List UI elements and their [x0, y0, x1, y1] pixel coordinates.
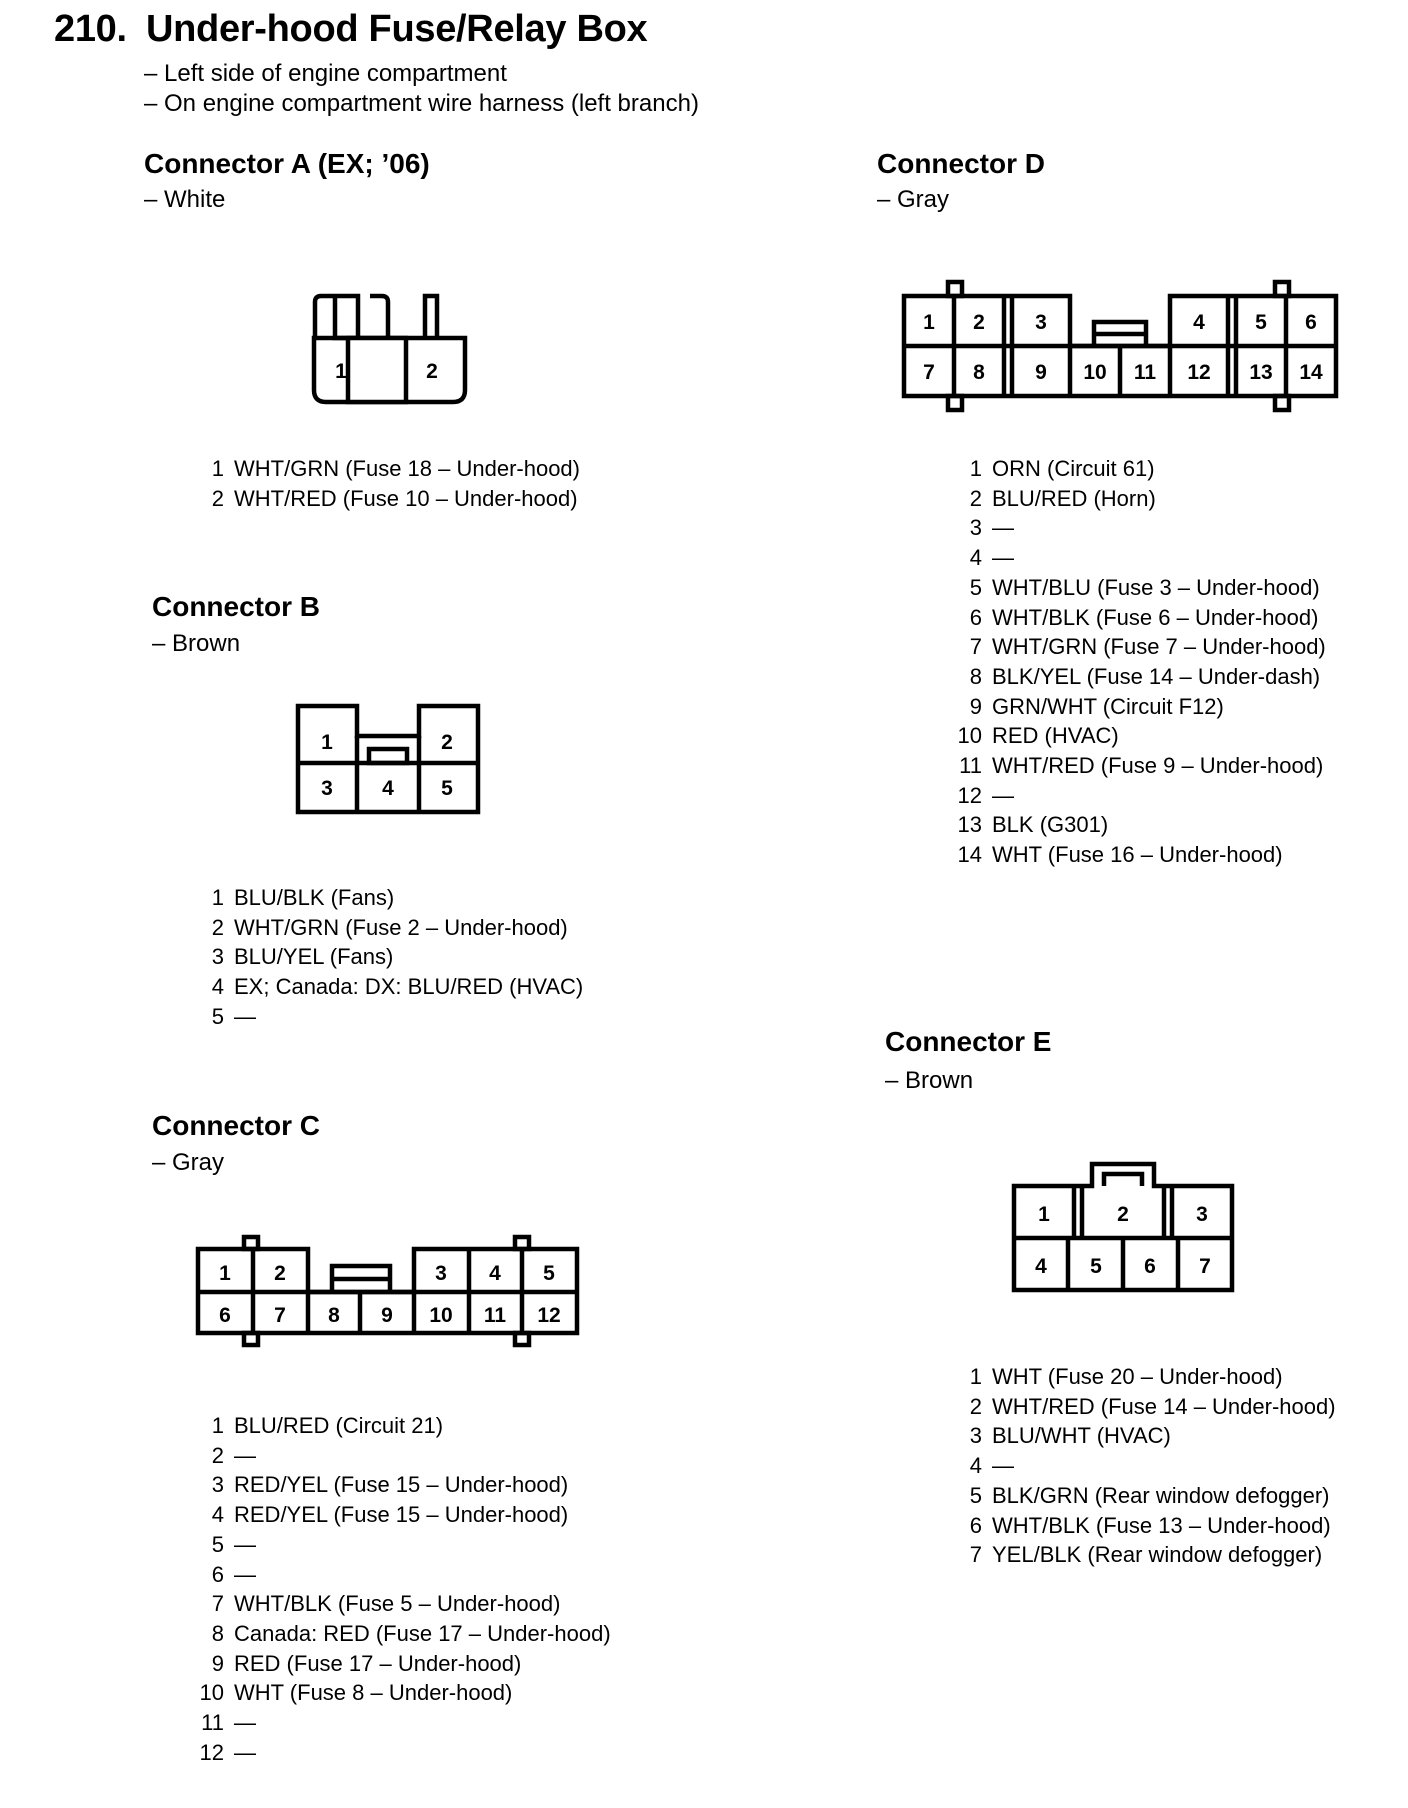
pin-description: WHT/GRN (Fuse 7 – Under-hood) — [992, 634, 1326, 660]
connector-a-pin-label: 2 — [426, 360, 438, 383]
connector-d-pin-label: 2 — [973, 311, 985, 334]
pin-number: 5 — [969, 574, 982, 600]
connector-d-color: – Gray — [877, 186, 950, 213]
pin-number: 4 — [969, 1453, 982, 1479]
connector-b-title: Connector B — [152, 591, 320, 622]
connector-d-pin-label: 1 — [923, 311, 935, 334]
pin-number: 2 — [969, 1393, 982, 1419]
pin-description: WHT/BLU (Fuse 3 – Under-hood) — [992, 574, 1320, 600]
connector-b-diagram — [290, 698, 486, 820]
connector-c-pin-label: 12 — [537, 1304, 561, 1327]
connector-e-pin-label: 5 — [1090, 1255, 1102, 1278]
connector-b-pin-label: 4 — [382, 777, 394, 800]
pin-row — [948, 513, 1326, 543]
pin-number: 1 — [969, 456, 982, 481]
connector-c-pin-label: 6 — [219, 1304, 231, 1327]
connector-b-pin-label: 3 — [321, 777, 333, 800]
pin-row — [190, 1708, 611, 1738]
connector-c-title: Connector C — [152, 1110, 320, 1141]
connector-c-pin-label: 10 — [429, 1304, 453, 1327]
pin-number: 3 — [211, 944, 224, 970]
pin-row — [948, 662, 1326, 692]
connector-c-pin-label: 8 — [328, 1304, 340, 1327]
pin-row — [190, 1441, 611, 1471]
pin-row — [948, 543, 1326, 573]
pin-number: 12 — [957, 782, 982, 808]
pin-row — [948, 573, 1326, 603]
connector-c-pin-label: 5 — [543, 1262, 555, 1285]
pin-number: 8 — [211, 1620, 224, 1646]
pin-row — [190, 1530, 611, 1560]
connector-e-pin-label: 6 — [1144, 1255, 1156, 1278]
pin-number: 5 — [969, 1482, 982, 1508]
pin-row — [190, 972, 583, 1002]
pin-number: 2 — [969, 485, 982, 511]
pin-row — [190, 1002, 583, 1032]
location-line-1: – Left side of engine compartment — [144, 60, 507, 87]
pin-row — [948, 781, 1326, 811]
pin-number: 3 — [211, 1472, 224, 1498]
pin-description: BLU/BLK (Fans) — [234, 885, 395, 910]
pin-row — [948, 840, 1326, 870]
pin-number: 10 — [199, 1680, 224, 1706]
pin-number: 1 — [211, 1413, 224, 1438]
pin-row — [190, 484, 580, 514]
connector-a-center-key — [348, 338, 406, 402]
pin-description: — — [234, 1710, 256, 1736]
pin-description: YEL/BLK (Rear window defogger) — [992, 1542, 1323, 1568]
connector-d-pin-label: 5 — [1255, 311, 1267, 334]
pin-number: 6 — [969, 1512, 982, 1538]
pin-row — [948, 603, 1326, 633]
connector-c-pin-label: 4 — [489, 1262, 501, 1285]
connector-c-pin-label: 9 — [381, 1304, 393, 1327]
pin-number: 2 — [211, 1442, 224, 1468]
section-number: 210. — [54, 8, 127, 50]
pin-row — [190, 1470, 611, 1500]
pin-number: 10 — [957, 723, 982, 749]
pin-description: WHT/GRN (Fuse 2 – Under-hood) — [234, 914, 568, 940]
pin-number: 3 — [969, 515, 982, 541]
connector-e-pin-label: 7 — [1199, 1255, 1211, 1278]
pin-number: 4 — [969, 545, 982, 571]
pin-description: WHT/RED (Fuse 9 – Under-hood) — [992, 753, 1324, 779]
pin-number: 6 — [211, 1561, 224, 1587]
connector-a-color: – White — [144, 186, 226, 213]
pin-number: 9 — [211, 1650, 224, 1676]
connector-c-pin-label: 3 — [435, 1262, 447, 1285]
pin-description: — — [992, 545, 1014, 571]
pin-number: 3 — [969, 1423, 982, 1449]
pin-description: — — [992, 782, 1014, 808]
connector-c-color: – Gray — [152, 1149, 225, 1176]
pin-description: EX; Canada: DX: BLU/RED (HVAC) — [234, 974, 584, 1000]
connector-a-title: Connector A (EX; ’06) — [144, 148, 430, 179]
pin-description: ORN (Circuit 61) — [992, 456, 1155, 481]
pin-row — [948, 1451, 1336, 1481]
pin-description: WHT (Fuse 8 – Under-hood) — [234, 1680, 513, 1706]
connector-b-pin-labels — [321, 731, 453, 800]
pin-row — [948, 751, 1326, 781]
pin-description: BLK (G301) — [992, 812, 1109, 838]
pin-row — [190, 1560, 611, 1590]
pin-number: 7 — [969, 1542, 982, 1568]
pin-row — [190, 1619, 611, 1649]
pin-number: 5 — [211, 1003, 224, 1029]
pin-description: BLU/RED (Circuit 21) — [234, 1413, 444, 1438]
location-line-2: – On engine compartment wire harness (left branch) — [144, 90, 699, 117]
pin-row — [190, 942, 583, 972]
connector-a-lock-tab — [335, 296, 358, 338]
pin-number: 5 — [211, 1531, 224, 1557]
connector-e-diagram — [1004, 1154, 1244, 1304]
pin-number: 13 — [957, 812, 982, 838]
connector-a-diagram — [300, 280, 480, 410]
connector-c-pin-label: 11 — [483, 1304, 507, 1327]
pin-description: BLU/RED (Horn) — [992, 485, 1156, 511]
pin-row — [948, 1540, 1336, 1570]
pin-row — [190, 454, 580, 484]
pin-number: 6 — [969, 604, 982, 630]
pin-row — [190, 1678, 611, 1708]
pin-number: 4 — [211, 974, 224, 1000]
pin-row — [190, 1500, 611, 1530]
pin-row — [948, 484, 1326, 514]
pin-description: BLU/WHT (HVAC) — [992, 1423, 1171, 1449]
pin-row — [190, 1738, 611, 1768]
connector-a-pin-list — [190, 454, 580, 513]
pin-number: 4 — [211, 1502, 224, 1528]
pin-number: 2 — [211, 914, 224, 940]
pin-description: WHT (Fuse 16 – Under-hood) — [992, 842, 1283, 868]
pin-number: 7 — [969, 634, 982, 660]
connector-c-pin-label: 7 — [274, 1304, 286, 1327]
connector-b-pin-label: 1 — [321, 731, 333, 754]
pin-number: 1 — [969, 1364, 982, 1389]
connector-d-title: Connector D — [877, 148, 1045, 179]
connector-d-pin-label: 8 — [973, 361, 985, 384]
connector-b-pin-label: 5 — [441, 777, 453, 800]
pin-description: BLK/GRN (Rear window defogger) — [992, 1482, 1330, 1508]
connector-d-diagram — [892, 272, 1346, 418]
pin-description: WHT/BLK (Fuse 6 – Under-hood) — [992, 604, 1319, 630]
connector-e-pin-label: 3 — [1196, 1203, 1208, 1226]
pin-row — [190, 913, 583, 943]
pin-number: 14 — [957, 842, 982, 868]
connector-d-pin-label: 13 — [1249, 361, 1273, 384]
connector-d-pin-label: 12 — [1187, 361, 1211, 384]
connector-d-pin-label: 9 — [1035, 361, 1047, 384]
pin-description: — — [234, 1739, 256, 1765]
pin-description: BLK/YEL (Fuse 14 – Under-dash) — [992, 663, 1321, 689]
pin-row — [948, 810, 1326, 840]
connector-a-lock-arm — [315, 296, 388, 338]
pin-row — [948, 1392, 1336, 1422]
pin-row — [948, 454, 1326, 484]
pin-description: WHT/BLK (Fuse 13 – Under-hood) — [992, 1512, 1331, 1538]
connector-b-color: – Brown — [152, 630, 241, 657]
connector-e-lock-tab — [1104, 1174, 1142, 1186]
section-title: Under-hood Fuse/Relay Box — [146, 8, 648, 50]
connector-c-pin-label: 2 — [274, 1262, 286, 1285]
pin-row — [948, 1481, 1336, 1511]
connector-c-pin-list — [190, 1411, 611, 1767]
pin-description: — — [234, 1003, 256, 1029]
pin-row — [948, 1511, 1336, 1541]
connector-d-pin-label: 7 — [923, 361, 935, 384]
connector-e-pin-label: 2 — [1117, 1203, 1129, 1226]
pin-description: RED (HVAC) — [992, 723, 1119, 749]
pin-row — [948, 632, 1326, 662]
pin-description: RED (Fuse 17 – Under-hood) — [234, 1650, 522, 1676]
pin-description: — — [992, 1453, 1014, 1479]
pin-number: 7 — [211, 1591, 224, 1617]
connector-e-title: Connector E — [885, 1026, 1052, 1057]
pin-number: 11 — [959, 753, 982, 779]
pin-row — [190, 1411, 611, 1441]
pin-number: 9 — [969, 693, 982, 719]
pin-row — [190, 1649, 611, 1679]
connector-d-pin-label: 10 — [1083, 361, 1107, 384]
connector-a-pin-label: 1 — [335, 360, 347, 383]
pin-description: WHT/RED (Fuse 14 – Under-hood) — [992, 1393, 1336, 1419]
pin-description: WHT (Fuse 20 – Under-hood) — [992, 1364, 1283, 1389]
connector-a-right-post — [425, 296, 437, 338]
connector-b-pin-list — [190, 883, 583, 1032]
page-title — [54, 8, 647, 51]
pin-description: — — [234, 1531, 256, 1557]
pin-description: GRN/WHT (Circuit F12) — [992, 693, 1224, 719]
connector-c-diagram — [190, 1230, 586, 1354]
pin-description: Canada: RED (Fuse 17 – Under-hood) — [234, 1620, 611, 1646]
pin-row — [190, 883, 583, 913]
pin-description: — — [234, 1442, 256, 1468]
pin-description: RED/YEL (Fuse 15 – Under-hood) — [234, 1472, 569, 1498]
pin-description: RED/YEL (Fuse 15 – Under-hood) — [234, 1502, 569, 1528]
connector-d-pin-label: 11 — [1133, 361, 1157, 384]
connector-c-pin-label: 1 — [219, 1262, 231, 1285]
connector-e-pin-label: 1 — [1038, 1203, 1050, 1226]
pin-row — [948, 1421, 1336, 1451]
pin-number: 1 — [211, 456, 224, 481]
pin-row — [948, 1362, 1336, 1392]
connector-e-pin-list — [948, 1362, 1336, 1570]
connector-d-pin-label: 14 — [1299, 361, 1323, 384]
pin-number: 11 — [201, 1710, 224, 1736]
pin-row — [948, 692, 1326, 722]
pin-description: — — [234, 1561, 256, 1587]
pin-description: WHT/RED (Fuse 10 – Under-hood) — [234, 485, 578, 511]
connector-b-pin-label: 2 — [441, 731, 453, 754]
connector-d-pin-label: 4 — [1193, 311, 1205, 334]
connector-d-pin-label: 6 — [1305, 311, 1317, 334]
pin-number: 2 — [211, 485, 224, 511]
connector-e-pin-label: 4 — [1035, 1255, 1047, 1278]
pin-number: 12 — [199, 1739, 224, 1765]
pin-number: 1 — [211, 885, 224, 910]
pin-description: — — [992, 515, 1014, 541]
connector-d-pin-label: 3 — [1035, 311, 1047, 334]
connector-d-pin-list — [948, 454, 1326, 870]
pin-description: BLU/YEL (Fans) — [234, 944, 394, 970]
connector-e-color: – Brown — [885, 1067, 974, 1094]
pin-description: WHT/GRN (Fuse 18 – Under-hood) — [234, 456, 580, 481]
connector-d-cell-dividers — [954, 296, 1286, 396]
pin-row — [948, 721, 1326, 751]
pin-description: WHT/BLK (Fuse 5 – Under-hood) — [234, 1591, 561, 1617]
pin-row — [190, 1589, 611, 1619]
pin-number: 8 — [969, 663, 982, 689]
